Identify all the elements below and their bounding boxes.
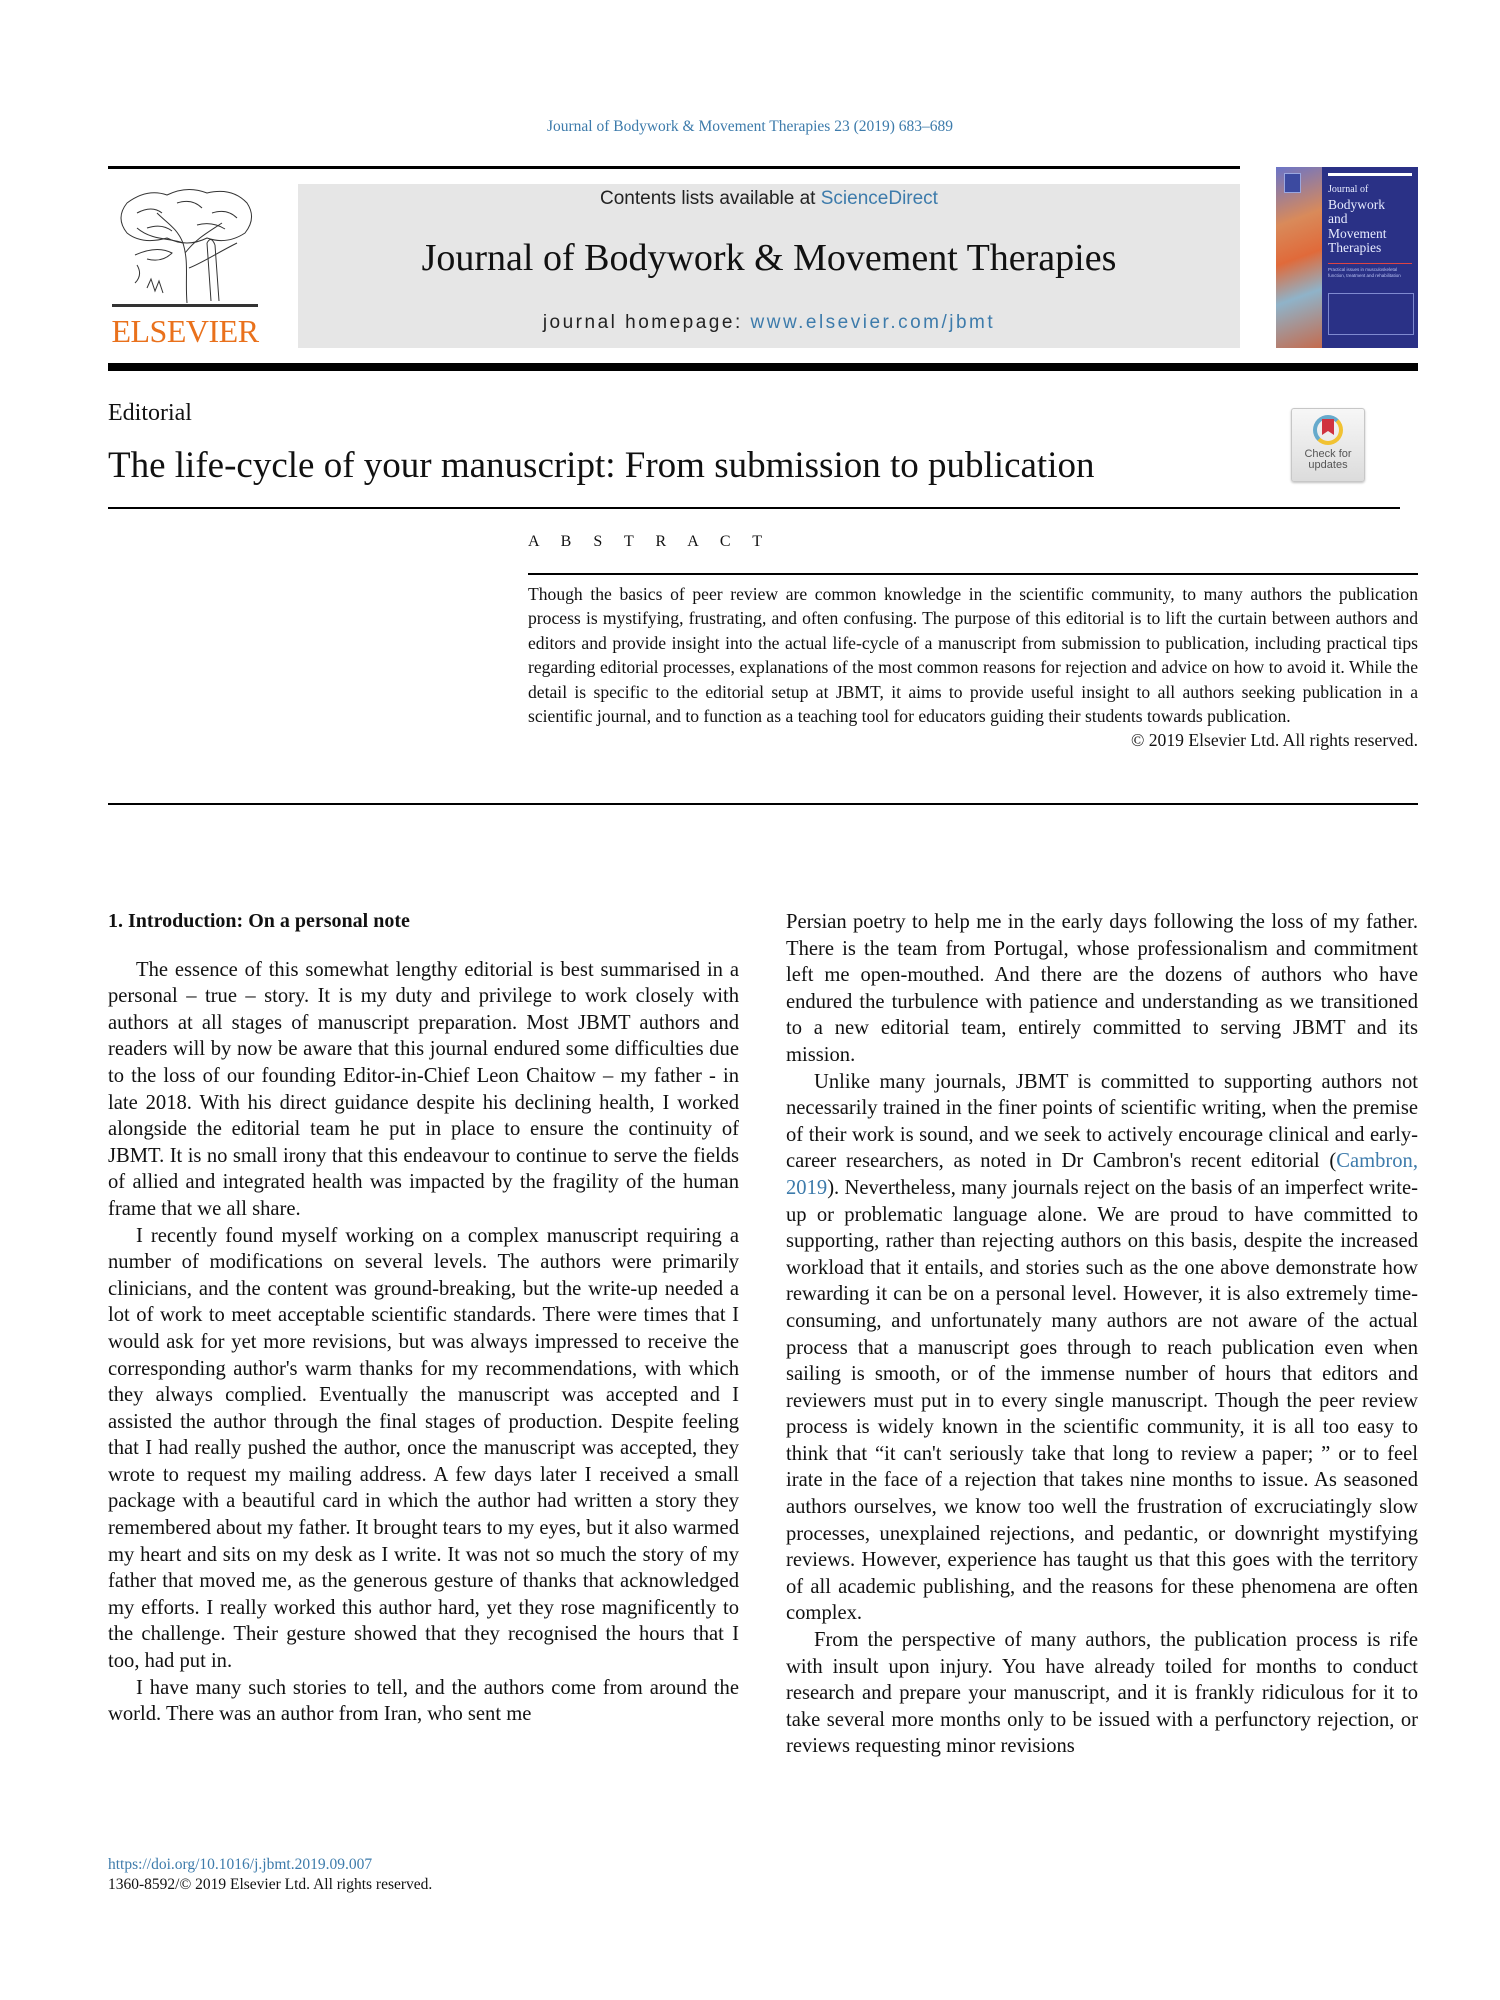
abstract-copyright: © 2019 Elsevier Ltd. All rights reserved. [1131,730,1418,751]
cover-subtitle: Practical issues in musculoskeletal function, treatment and rehabilitation [1328,267,1401,278]
abstract-text: Though the basics of peer review are common knowledge in the scientific community, to many authors the publication process is mystifying, frustrating, and often confusing. The purpose of this editorial is to lift the curtain between authors and editors and provide insight into the actual life-cycle of a manuscript from submission to publication, including practical tips regarding editorial processes, explanations of the most common reasons for rejection and advice on how to avoid it. While the detail is specific to the editorial setup at JBMT, it aims to provide useful insight to all authors seeking publication in a scientific journal, and to function as a teaching tool for educators guiding their students towards publication. [528,584,1418,727]
cover-title [1328,183,1416,256]
contents-prefix: Contents lists available at [600,188,821,209]
body-paragraph [786,1069,1418,1627]
cover-title-line: Movement [1328,225,1387,241]
homepage-prefix: journal homepage: [542,312,751,333]
elsevier-tree-icon [107,183,263,311]
body-left-column [108,908,739,1728]
journal-reference-link[interactable]: Journal of Bodywork & Movement Therapies 23 (2019) 683–689 [546,118,954,135]
cover-title-line: Bodywork [1328,196,1385,212]
header-top-rule [108,166,1240,169]
paragraph-text: ). Nevertheless, many journals reject on the basis of an imperfect write-up or problematic language alone. We are proud to have committed to supporting, rather than rejecting authors on this basis, despite the increased workload that it entails, and stories such as the one above demonstrate how rewarding it can be on a personal level. However, it is also extremely time-consuming, and unfortunately many authors are not aware of the actual process that a manuscript goes through to reach publication even when sailing is smooth, or of the immense number of hours that editors and reviewers must put in to every single manuscript. Though the peer review process is widely known in the scientific community, it is all too easy to think that “it can't seriously take that long to review a paper; ” or to feel irate in the face of a rejection that takes nine months to issue. As seasoned authors ourselves, we know too well the frustration of excruciatingly slow processes, unexplained rejections, and pedantic, or downright mystifying reviews. However, experience has taught us that this goes with the territory of all academic publishing, and the reasons for these phenomena are often complex. [786,1176,1418,1625]
body-paragraph: From the perspective of many authors, the publication process is rife with insult upon injury. You have already toiled for months to conduct research and prepare your manuscript, and it is frankly ridiculous for it to take several more months only to be issued with a perfunctory rejection, or reviews requesting minor revisions [786,1629,1418,1758]
body-right-column [786,909,1418,1760]
section-heading: 1. Introduction: On a personal note [108,910,410,932]
page-footer [108,1855,432,1895]
body-paragraph: I recently found myself working on a complex manuscript requiring a number of modifications on several levels. The authors were primarily clinicians, and the content was ground-breaking, but the write-up needed a lot of work to meet acceptable scientific standards. There were times that I would ask for yet more revisions, but was always impressed to receive the corresponding author's warm thanks for my recommendations, with which they always complied. Eventually the manuscript was accepted and I assisted the author through the final stages of production. Despite feeling that I had really pushed the author, once the manuscript was accepted, they wrote to request my mailing address. A few days later I received a small package with a beautiful card in which the author had written a story they remembered about my father. It brought tears to my eyes, but it also warmed my heart and sits on my desk as I write. It was not so much the story of my father that moved me, as the generous gesture of thanks that acknowledged my efforts. I really worked this author hard, yet they rose magnificently to the challenge. Their gesture showed that they recognised the hours that I too, had put in. [108,1224,739,1673]
cover-bar [1328,173,1412,176]
homepage-line [298,312,1240,334]
paragraph-text: Unlike many journals, JBMT is committed to supporting authors not necessarily trained in the finer points of scientific writing, when the premise of their work is sound, and we seek to actively encourage clinical and early-career researchers, as noted in Dr Cambron's recent editorial ( [786,1070,1418,1173]
contents-line [298,188,1240,210]
citation-link-cambron-2019[interactable]: Cambron, 2019 [786,1150,1418,1199]
abstract-rule [528,573,1418,575]
body-paragraph: The essence of this somewhat lengthy editorial is best summarised in a personal – true – story. It is my duty and privilege to work closely with authors at all stages of manuscript preparation. Most JBMT authors and readers will by now be aware that this journal endured some difficulties due to the loss of our founding Editor-in-Chief Leon Chaitow – my father - in late 2018. With his direct guidance despite his declining health, I worked alongside the editorial team he put in place to ensure the continuity of JBMT. It is no small irony that this endeavour to continue to serve the fields of allied and integrated health was impacted by the fragility of the human frame that we all share. [108,958,739,1220]
journal-homepage-link[interactable]: www.elsevier.com/jbmt [750,312,996,333]
crossmark-label [1292,449,1364,471]
issn-copyright: 1360-8592/© 2019 Elsevier Ltd. All rights reserved. [108,1876,433,1893]
abstract [528,582,1418,753]
header-thick-rule [108,363,1418,371]
journal-cover-image[interactable] [1276,167,1418,348]
article-title: The life-cycle of your manuscript: From submission to publication [108,445,1095,486]
check-for-updates-button[interactable] [1291,408,1365,482]
crossmark-label-line: updates [1308,459,1348,471]
body-paragraph: I have many such stories to tell, and the authors come from around the world. There was an author from Iran, who sent me [108,1676,739,1726]
crossmark-label-line: Check for [1304,448,1352,460]
elsevier-wordmark: ELSEVIER [111,313,259,349]
cover-artwork [1276,167,1322,348]
cover-elsevier-icon [1284,173,1301,193]
elsevier-logo[interactable] [107,183,263,355]
cover-title-line: Therapies [1328,240,1382,255]
cover-title-line: and [1328,211,1348,226]
abstract-heading: A B S T R A C T [528,533,772,550]
cover-title-line: Journal of [1328,184,1369,195]
body-paragraph: Persian poetry to help me in the early days following the loss of my father. There is the team from Portugal, whose professionalism and commitment left me open-mouthed. And there are the dozens of authors who have endured the turbulence with patience and understanding as we transitioned to a new editorial team, entirely committed to serving JBMT and its mission. [786,911,1418,1066]
sciencedirect-link[interactable]: ScienceDirect [820,188,938,209]
front-matter-rule [108,803,1418,805]
article-type: Editorial [108,400,192,426]
journal-title: Journal of Bodywork & Movement Therapies [421,237,1117,279]
cover-info-box [1328,293,1414,335]
journal-masthead [298,184,1240,348]
doi-link[interactable]: https://doi.org/10.1016/j.jbmt.2019.09.007 [108,1856,373,1873]
cover-divider [1328,263,1412,264]
title-rule [108,507,1400,509]
